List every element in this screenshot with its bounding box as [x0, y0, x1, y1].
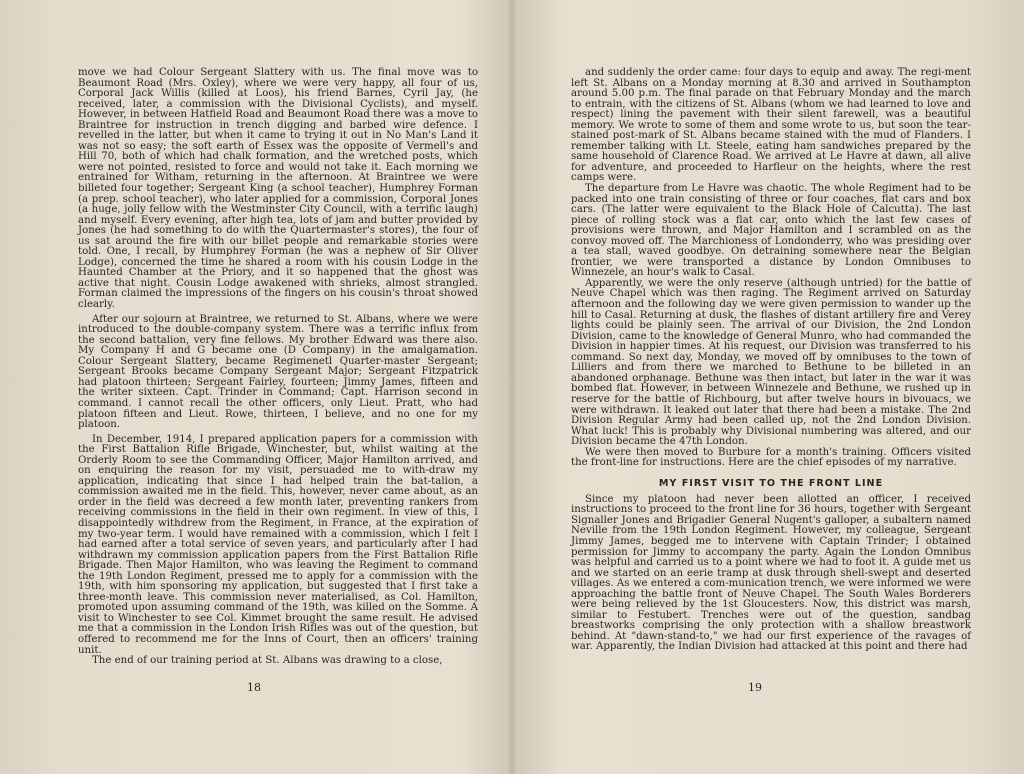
right-paragraph-1: and suddenly the order came: four days to equip and away. The regi-ment left St. Albans on a Monday morning at 8.30 and arrived in Southampton around 5.00 p.m. The final parade on that February Monday and the march to entrain, with the citizens of St. Albans (whom we had learned to love and respect) lining the pavement with their silent farewell, was a beautiful memory. We wrote to some of them and some wrote to us, but soon the tear-stained post-mark of St. Albans became stained with the mud of Flanders. I remember talking with Lt. Steele, eating ham sandwiches prepared by the same household of Clarence Road. We arrived at Le Havre at dawn, all alive for adventure, and proceeded to Harfleur on the heights, where the rest camps were. [571, 67, 971, 184]
right-paragraph-5: Since my platoon had never been allotted an officer, I received instructions to proceed to the front line for 36 hours, together with Sergeant Signaller Jones and Brigadier General Nugent's galloper, a subaltern named Neville from the 19th London Regiment. However, my colleague, Sergeant Jimmy James, begged me to intervene with Captain Trinder; I obtained permission for Jimmy to accompany the party. Again the London Omnibus was helpful and carried us to a point where we had to foot it. A guide met us and we started on an eerie tramp at dusk through shell-swept and deserted villages. As we entered a com-munication trench, we were informed we were approaching the battle front of Neuve Chapel. The South Wales Borderers were being relieved by the 1st Gloucesters. Now, this district was marsh, similar to Festubert. Trenches were out of the question, sandbag breastworks comprising the only protection with a shallow breastwork behind. At "dawn-stand-to," we had our first experience of the ravages of war. Apparently, the Indian Division had attacked at this point and there had [571, 493, 971, 653]
right-paragraph-2: The departure from Le Havre was chaotic. The whole Regiment had to be packed into one train consisting of three or four coaches, flat cars and box cars. (The latter were equivalent to the Black Hole of Calcutta). The last piece of rolling stock was a flat car, onto which the last few cases of provisions were thrown, and Major Hamilton and I scrambled on as the convoy moved off. The Marchioness of Londonderry, who was presiding over a tea stall, waved goodbye. On detraining somewhere near the Belgian frontier, we were transported a distance by London Omnibuses to Winnezele, an hour's walk to Casal. [571, 183, 971, 279]
left-page [78, 68, 478, 718]
left-paragraph-4: The end of our training period at St. Albans was drawing to a close, [92, 655, 443, 667]
left-paragraph-2: After our sojourn at Braintree, we returned to St. Albans, where we were introduced to the double-company system. There was a terrific influx from the second battalion, very fine fellows. My brother Edward was there also. My Company H and G became one (D Company) in the amalgamation. Colour Sergeant Slattery, became Regimenetl Quarter-master Sergeant; Sergeant Brooks became Company Sergeant Major; Sergeant Fitzpatrick had platoon thirteen; Sergeant Fairley, fourteen; Jimmy James, fifteen and the writer sixteen. Capt. Trinder in Command; Capt. Harrison second in command. I cannot recall the other officers, only Lieut. Pratt, who had platoon fifteen and Lieut. Rowe, thirteen, I believe, and no one for my platoon. [78, 313, 478, 431]
left-paragraph-1: move we had Colour Sergeant Slattery with us. The final move was to Beaumont Road (Mrs. Oxley), where we were very happy, all four of us, Corporal Jack Willis (killed at Loos), his friend Barnes, Cyril Jay, (he received, later, a commission with the Divisional Cyclists), and myself. However, in between Hatfield Road and Beaumont Road there was a move to Braintree for instruction in trench digging and barbed wire defence. I revelled in the latter, but when it came to trying it out in No Man's Land it was not so easy; the soft earth of Essex was the opposite of Vermell's and Hill 70, both of which had chalk formation, and the wretched posts, which were not pointed, resisted to force and would not take it. Each morning we entrained for Witham, returning in the afternoon. At Braintree we were billeted four together; Sergeant King (a school teacher), Humphrey Forman (a prep. school teacher), who later applied for a commission, Corporal Jones (a huge, jolly fellow with the Westminster City Council, with a terrific laugh) and myself. Every evening, after high tea, lots of jam and butter provided by Jones (he had something to do with the Quartermaster's stores), the four of us sat around the fire with our billet people and remarkable stories were told. One, I recall, by Humphrey Forman (he was a nephew of Sir Oliver Lodge), concerned the time he shared a room with his cousin Lodge in the Haunted Chamber at the Priory, and it so happened that the ghost was active that night. Cousin Lodge awakened with shrieks, almost strangled. Forman claimed the impressions of the fingers on his cousin's throat showed clearly. [78, 67, 478, 311]
left-paragraph-3: In December, 1914, I prepared application papers for a commission with the First Battalion Rifle Brigade, Winchester, but, whilst waiting at the Orderly Room to see the Commanding Officer, Major Hamilton arrived, and on enquiring the reason for my visit, persuaded me to with-draw my application, indicating that since I had helped train the bat-talion, a commission awaited me in the field. This, however, never came about, as an order in the field was decreed a few month later, preventing rankers from receiving commissions in the field in their own regiment. In view of this, I disappointedly withdrew from the Regiment, in France, at the expiration of my two-year term. I would have remained with a commission, which I felt I had earned after a total service of seven years, and particularly after I had withdrawn my commission application papers from the First Battalion Rifle Brigade. Then Major Hamilton, who was leaving the Regiment to command the 19th London Regiment, pressed me to apply for a commission with the 19th, with him sponsoring my application, but suggested that I first take a three-month leave. This commission never materialised, as Col. Hamilton, promoted upon assuming command of the 19th, was killed on the Somme. A visit to Winchester to see Col. Kimmet brought the same result. He advised me that a commission in the London Irish Rifles was out of the question, but offered to recommend me for the Inns of Court, then an officers' training unit. [78, 433, 478, 656]
right-paragraph-3: Apparently, we were the only reserve (although untried) for the battle of Neuve Chapel which was then raging. The Regiment arrived on Saturday afternoon and the following day we were given permission to wander up the hill to Casal. Returning at dusk, the flashes of distant artillery fire and Verey lights could be plainly seen. The arrival of our Division, the 2nd London Division, came to the knowledge of General Munro, who had commanded the Division in happier times. At his request, our Division was transferred to his command. So next day, Monday, we moved off by omnibuses to the town of Lilliers and from there we marched to Bethune to be billeted in an abandoned orphanage. Bethune was then intact, but later in the war it was bombed flat. However, in between Winnezele and Bethune, we rushed up in reserve for the battle of Richbourg, but after twelve hours in bivouacs, we were withdrawn. It leaked out later that there had been a mistake. The 2nd Division Regular Army had been called up, not the 2nd London Division. What luck! This is probably why Divisional numbering was altered, and our Division became the 47th London. [571, 277, 971, 448]
page-number-right: 19 [748, 681, 762, 694]
right-page [571, 68, 971, 718]
right-paragraph-4: We were then moved to Burbure for a month's training. Officers visited the front-line for instructions. Here are the chief episodes of my narrative. [571, 446, 971, 469]
page-number-left: 18 [247, 681, 261, 694]
section-heading: MY FIRST VISIT TO THE FRONT LINE [658, 477, 884, 489]
